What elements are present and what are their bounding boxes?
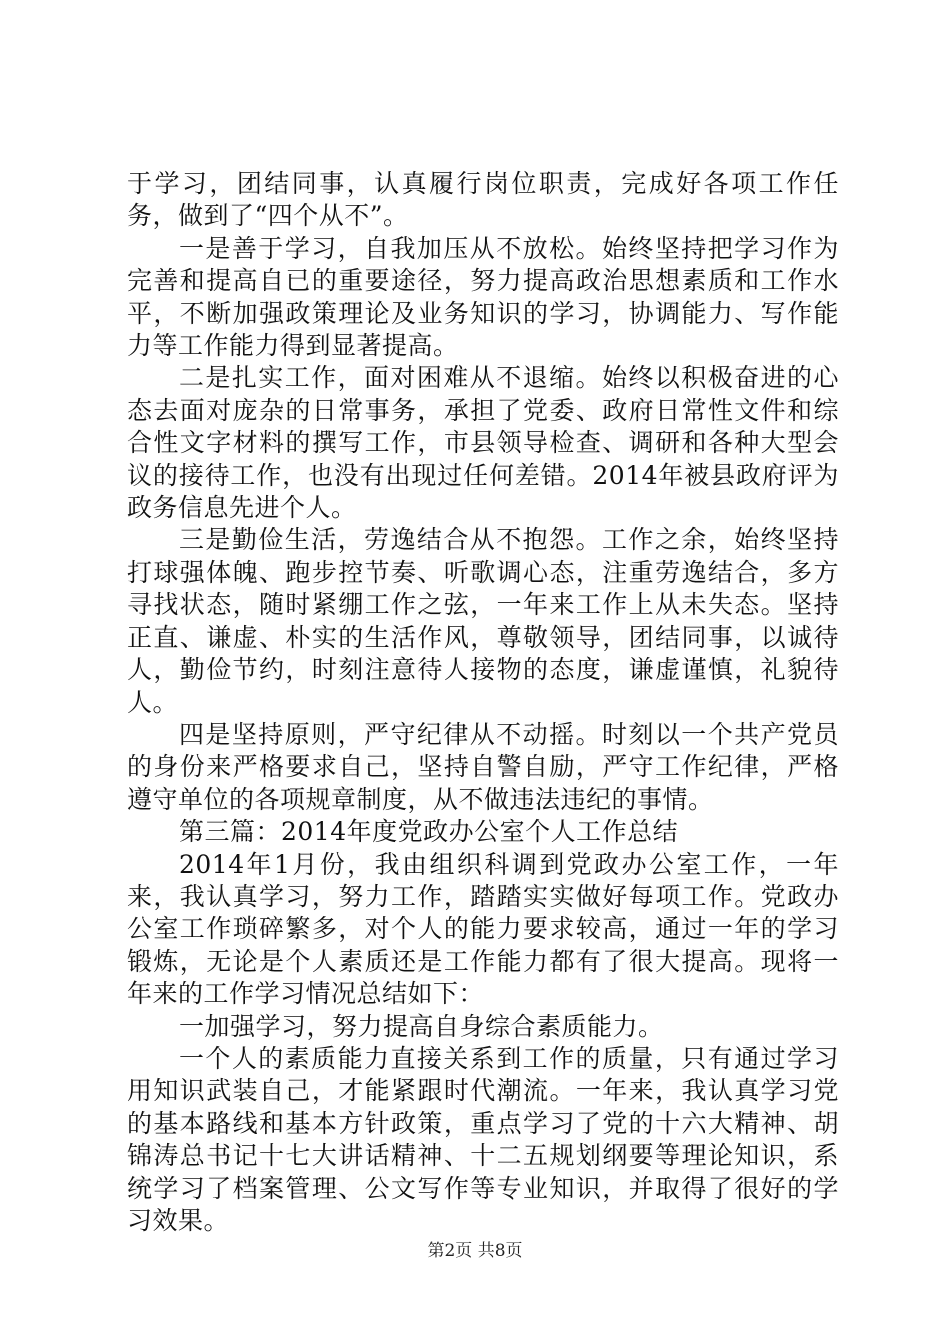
- paragraph-discipline: 四是坚持原则，严守纪律从不动摇。时刻以一个共产党员的身份来严格要求自己，坚持自警自励，严守工作纪律，严格遵守单位的各项规章制度，从不做违法违纪的事情。: [127, 719, 839, 814]
- page-number-footer: 第2页 共8页: [427, 1241, 523, 1261]
- paragraph-work: 二是扎实工作，面对困难从不退缩。始终以积极奋进的心态去面对庞杂的日常事务，承担了党委、政府日常性文件和综合性文字材料的撰写工作，市县领导检查、调研和各种大型会议的接待工作，也没有出现过任何差错。2014年被县政府评为政务信息先进个人。: [127, 363, 839, 523]
- document-body: [127, 168, 839, 1237]
- paragraph-continuation: 于学习，团结同事，认真履行岗位职责，完成好各项工作任务，做到了“四个从不”。: [127, 169, 839, 231]
- paragraph-intro: 2014年1月份，我由组织科调到党政办公室工作，一年来，我认真学习，努力工作，踏踏实实做好每项工作。党政办公室工作琐碎繁多，对个人的能力要求较高，通过一年的学习锻炼，无论是个人素质还是工作能力都有了很大提高。现将一年来的工作学习情况总结如下：: [127, 849, 839, 1009]
- paragraph-heading-one: 一加强学习，努力提高自身综合素质能力。: [179, 1011, 664, 1041]
- paragraph-learning: 一个人的素质能力直接关系到工作的质量，只有通过学习用知识武装自己，才能紧跟时代潮流。一年来，我认真学习党的基本路线和基本方针政策，重点学习了党的十六大精神、胡锦涛总书记十七大讲话精神、十二五规划纲要等理论知识，系统学习了档案管理、公文写作等专业知识，并取得了很好的学习效果。: [127, 1043, 839, 1235]
- paragraph-life: 三是勤俭生活，劳逸结合从不抱怨。工作之余，始终坚持打球强体魄、跑步控节奏、听歌调心态，注重劳逸结合，多方寻找状态，随时紧绷工作之弦，一年来工作上从未失态。坚持正直、谦虚、朴实的生活作风，尊敬领导，团结同事，以诚待人，勤俭节约，时刻注意待人接物的态度，谦虚谨慎，礼貌待人。: [127, 525, 839, 717]
- section-title: 第三篇：2014年度党政办公室个人工作总结: [179, 817, 679, 847]
- paragraph-study: 一是善于学习，自我加压从不放松。始终坚持把学习作为完善和提高自已的重要途径，努力提高政治思想素质和工作水平，不断加强政策理论及业务知识的学习，协调能力、写作能力等工作能力得到显著提高。: [127, 233, 839, 361]
